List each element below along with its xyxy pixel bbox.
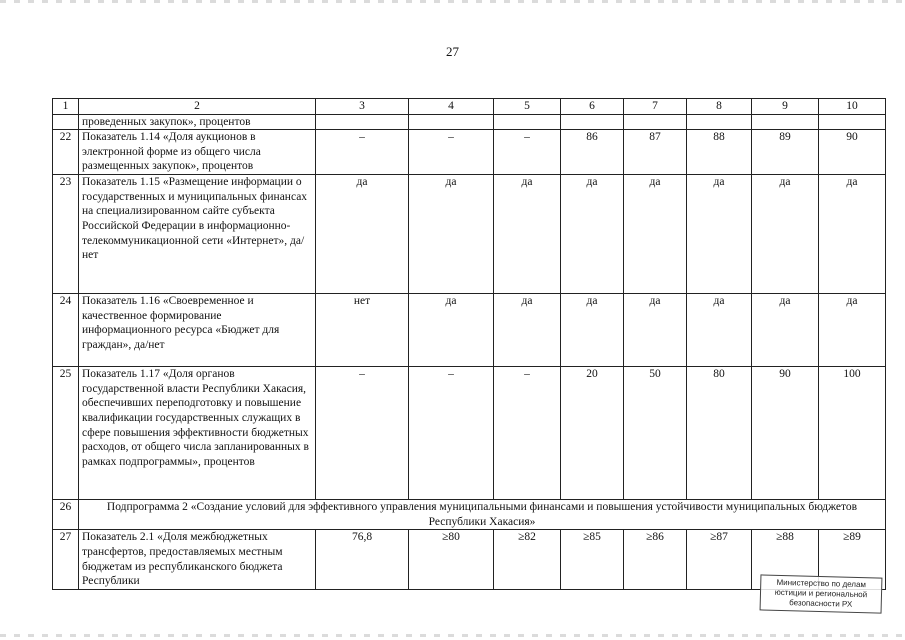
- value-cell: да: [316, 175, 409, 294]
- column-number: 4: [409, 99, 494, 115]
- value-cell: 88: [687, 130, 752, 175]
- value-cell: –: [316, 367, 409, 500]
- column-number: 6: [561, 99, 624, 115]
- value-cell: 89: [752, 130, 819, 175]
- subprogram-title: Подпрограмма 2 «Создание условий для эффективного управления муниципальными финансами и повышения устойчивости муниципальных бюджетов Республики Хакасия»: [79, 500, 886, 530]
- value-cell: да: [752, 294, 819, 367]
- row-number: 22: [53, 130, 79, 175]
- value-cell: да: [624, 175, 687, 294]
- column-number-row: [53, 99, 886, 115]
- value-cell: –: [316, 130, 409, 175]
- value-cell: [752, 114, 819, 130]
- column-number: 2: [79, 99, 316, 115]
- row-number: 24: [53, 294, 79, 367]
- stamp-line: юстиции и региональной: [774, 587, 868, 600]
- value-cell: [409, 114, 494, 130]
- value-cell: да: [624, 294, 687, 367]
- value-cell: да: [494, 294, 561, 367]
- indicator-name: Показатель 1.16 «Своевременное и качественное формирование информационного ресурса «Бюджет для граждан», да/нет: [79, 294, 316, 367]
- value-cell: 90: [752, 367, 819, 500]
- row-number: 26: [53, 500, 79, 530]
- ministry-stamp: [760, 574, 883, 613]
- value-cell: да: [819, 175, 886, 294]
- value-cell: ≥86: [624, 530, 687, 589]
- value-cell: [494, 114, 561, 130]
- value-cell: 86: [561, 130, 624, 175]
- table-row: [53, 367, 886, 500]
- continuation-row: [53, 114, 886, 130]
- table-row: [53, 130, 886, 175]
- value-cell: –: [409, 367, 494, 500]
- value-cell: да: [561, 175, 624, 294]
- value-cell: –: [409, 130, 494, 175]
- column-number: 8: [687, 99, 752, 115]
- indicators-table: [52, 98, 886, 590]
- value-cell: –: [494, 367, 561, 500]
- value-cell: нет: [316, 294, 409, 367]
- column-number: 9: [752, 99, 819, 115]
- value-cell: 50: [624, 367, 687, 500]
- value-cell: ≥88: [752, 530, 819, 589]
- value-cell: да: [819, 294, 886, 367]
- value-cell: да: [494, 175, 561, 294]
- indicator-name: Показатель 2.1 «Доля межбюджетных трансфертов, предоставляемых местным бюджетам из республиканского бюджета Республики: [79, 530, 316, 589]
- value-cell: [316, 114, 409, 130]
- indicator-name: проведенных закупок», процентов: [79, 114, 316, 130]
- subprogram-row: [53, 500, 886, 530]
- value-cell: 80: [687, 367, 752, 500]
- indicator-name: Показатель 1.14 «Доля аукционов в электронной форме из общего числа размещенных закупок», процентов: [79, 130, 316, 175]
- column-number: 3: [316, 99, 409, 115]
- value-cell: 100: [819, 367, 886, 500]
- column-number: 10: [819, 99, 886, 115]
- column-number: 5: [494, 99, 561, 115]
- value-cell: 87: [624, 130, 687, 175]
- value-cell: да: [409, 294, 494, 367]
- row-number: [53, 114, 79, 130]
- value-cell: да: [687, 294, 752, 367]
- value-cell: 90: [819, 130, 886, 175]
- value-cell: ≥89: [819, 530, 886, 589]
- value-cell: [561, 114, 624, 130]
- stamp-line: Министерство по делам: [776, 577, 867, 590]
- value-cell: [624, 114, 687, 130]
- value-cell: [687, 114, 752, 130]
- column-number: 7: [624, 99, 687, 115]
- table-row: [53, 175, 886, 294]
- value-cell: –: [494, 130, 561, 175]
- value-cell: да: [561, 294, 624, 367]
- indicator-name: Показатель 1.17 «Доля органов государственной власти Республики Хакасия, обеспечивших переподготовку и повышение квалификации государственных служащих в сфере повышения эффективности бюджетных расходов, от общего числа запланированных в рамках подпрограммы», процентов: [79, 367, 316, 500]
- row-number: 25: [53, 367, 79, 500]
- table-row: [53, 294, 886, 367]
- value-cell: ≥80: [409, 530, 494, 589]
- scan-edge-top: [0, 0, 905, 3]
- value-cell: ≥87: [687, 530, 752, 589]
- value-cell: да: [409, 175, 494, 294]
- value-cell: ≥85: [561, 530, 624, 589]
- value-cell: 76,8: [316, 530, 409, 589]
- indicator-name: Показатель 1.15 «Размещение информации о государственных и муниципальных финансах на специализированном сайте субъекта Российской Федерации в информационно-телекоммуникационной сети «Интернет», да/нет: [79, 175, 316, 294]
- value-cell: 20: [561, 367, 624, 500]
- value-cell: да: [752, 175, 819, 294]
- value-cell: [819, 114, 886, 130]
- value-cell: ≥82: [494, 530, 561, 589]
- scan-edge-bottom: [0, 634, 905, 637]
- page-number: 27: [446, 44, 459, 59]
- value-cell: да: [687, 175, 752, 294]
- stamp-line: безопасности РХ: [789, 598, 853, 609]
- row-number: 27: [53, 530, 79, 589]
- column-number: 1: [53, 99, 79, 115]
- row-number: 23: [53, 175, 79, 294]
